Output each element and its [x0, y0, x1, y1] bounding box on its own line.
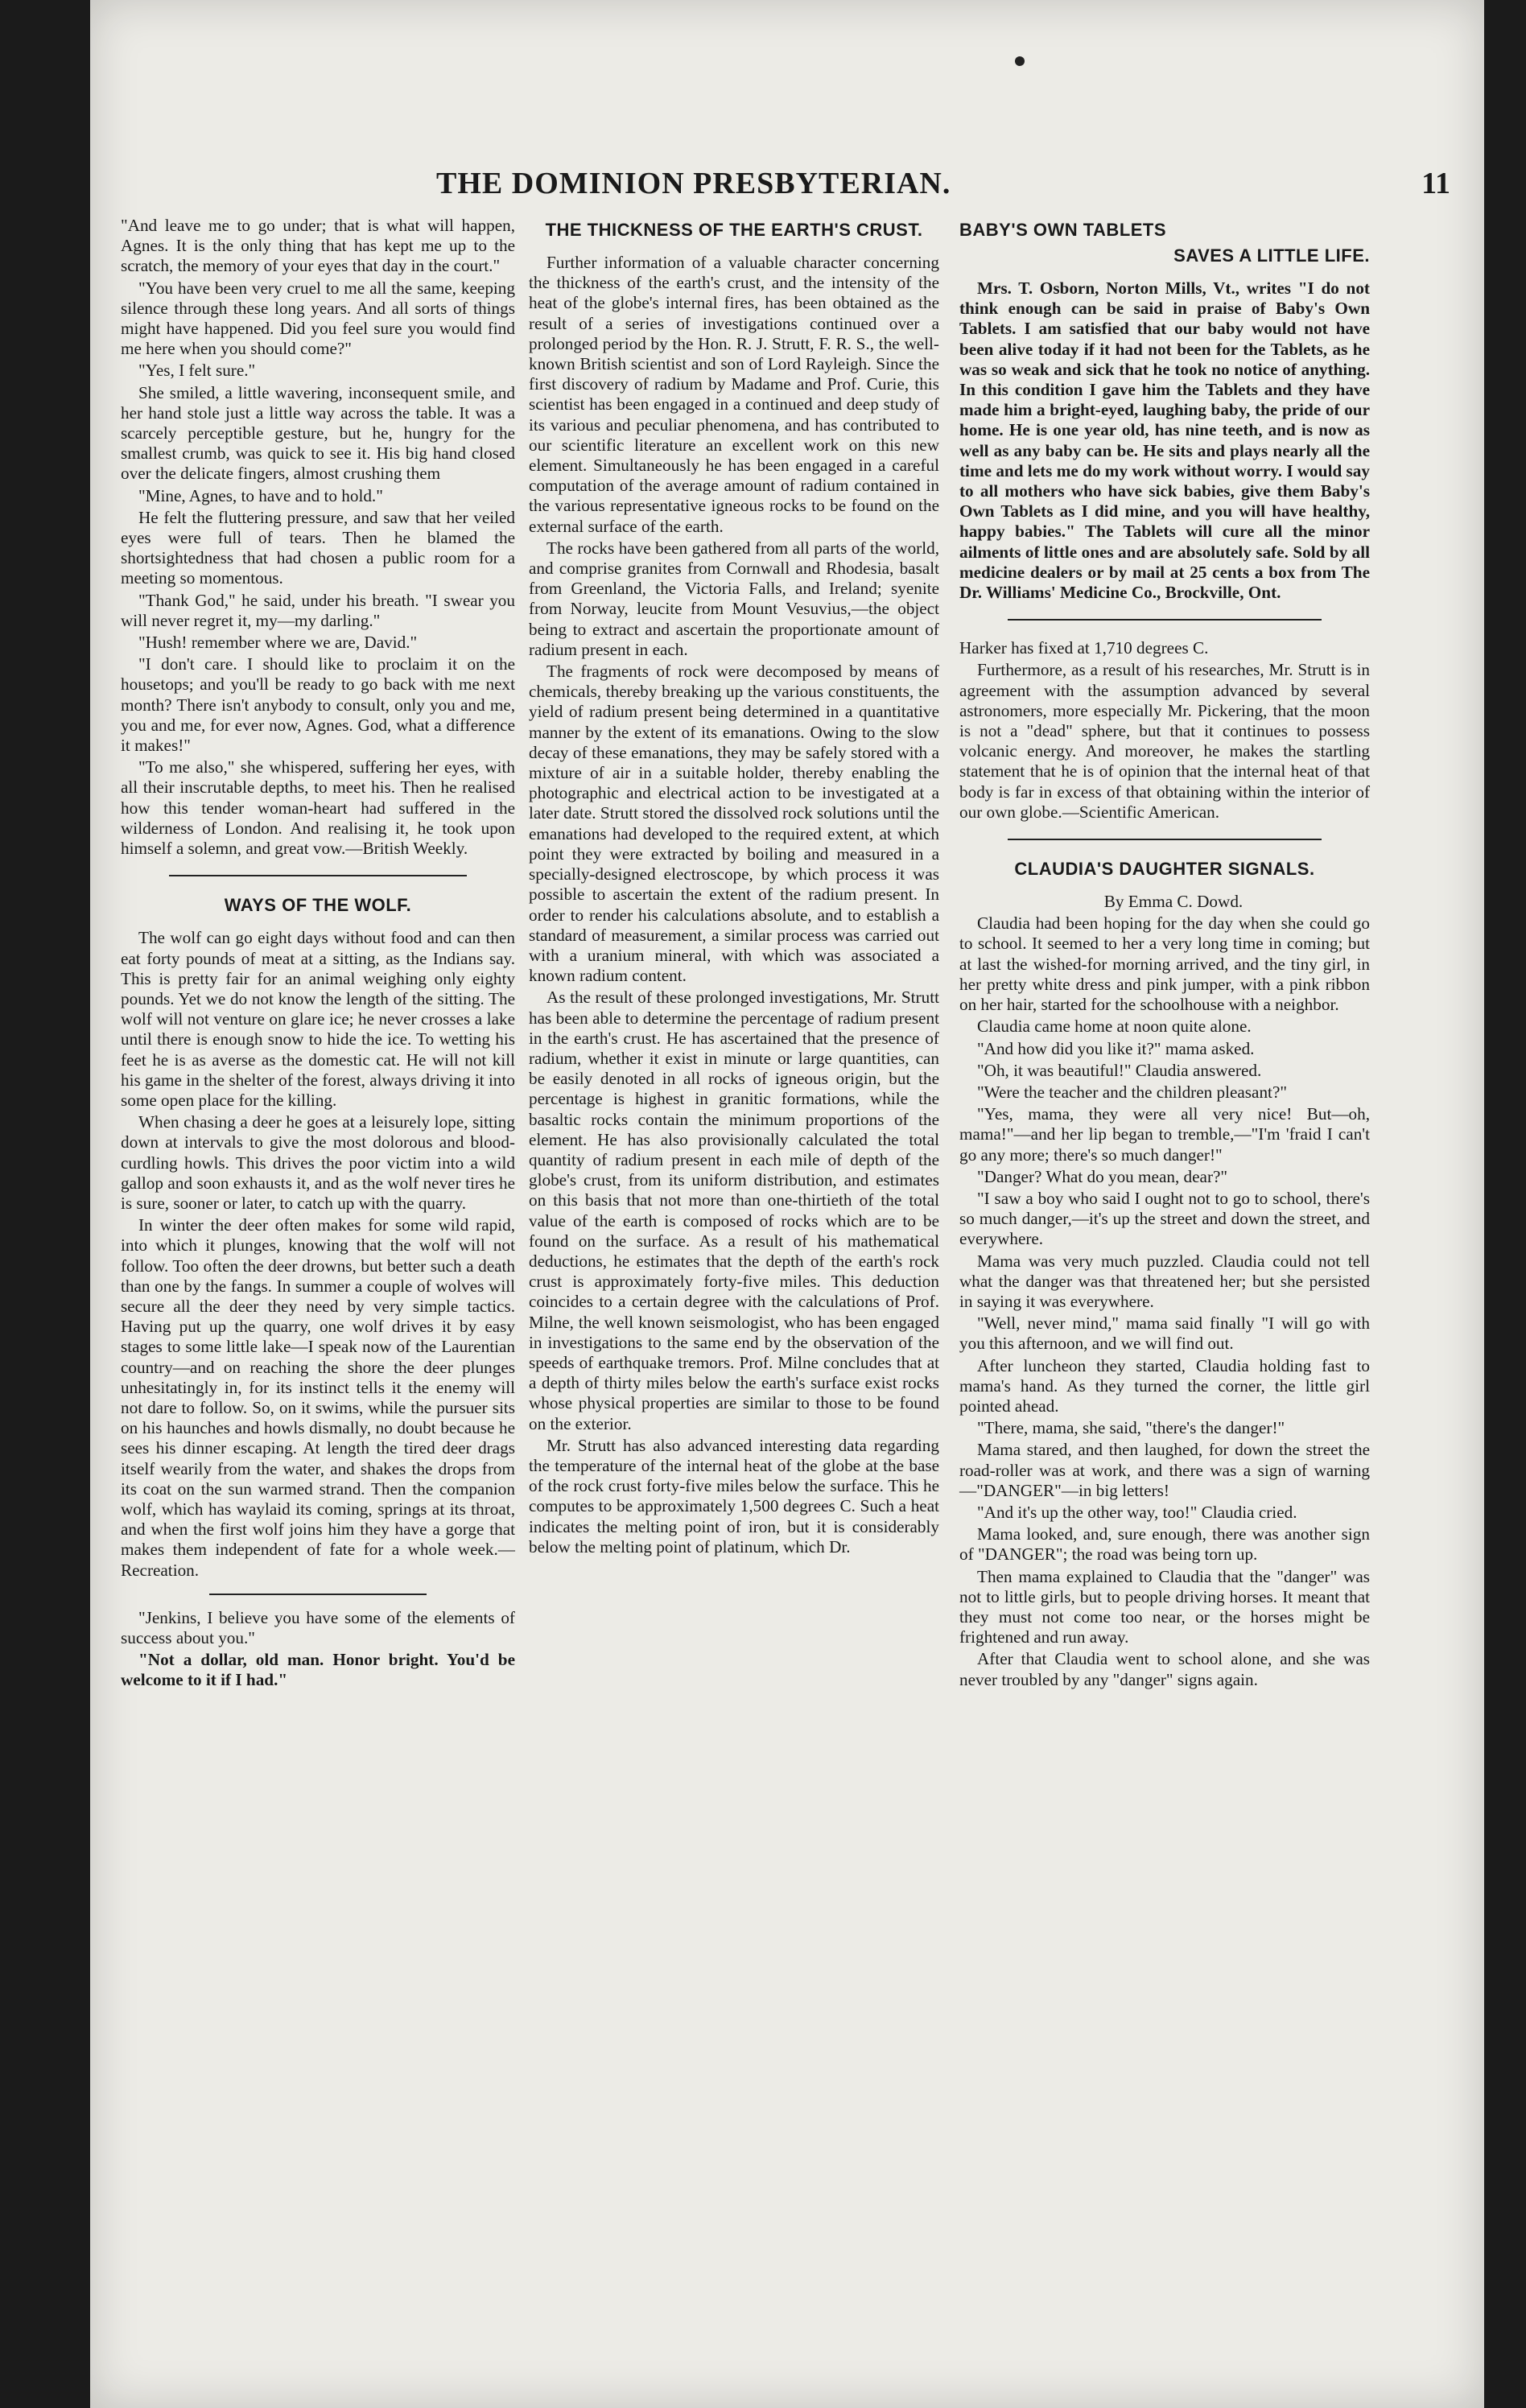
newspaper-page [90, 0, 1484, 2408]
paragraph: Then mama explained to Claudia that the "danger" was not to little girls, but to people driving horses. It meant that they must not come too near, or the horses might be frightened and run away. [959, 1566, 1370, 1647]
paragraph: "I saw a boy who said I ought not to go to school, there's so much danger,—it's up the street and down the street, and everywhere. [959, 1188, 1370, 1249]
paragraph: "You have been very cruel to me all the same, keeping silence through these long years. And all sorts of things might have happened. Did you feel sure you would find me here when you should come?" [121, 278, 515, 359]
paragraph: Mama looked, and, sure enough, there was another sign of "DANGER"; the road was being torn up. [959, 1524, 1370, 1565]
article-heading-claudia: CLAUDIA'S DAUGHTER SIGNALS. [1014, 859, 1315, 880]
section-divider [169, 875, 467, 876]
column-middle [529, 216, 939, 1559]
ad-text: Mrs. T. Osborn, Norton Mills, Vt., writes "I do not think enough can be said in praise of Baby's Own Tablets. I am satisfied that our baby would not have been alive today if it had not been for the Tablets, as he was so weak and sick that he took no notice of anything. In this condition I gave him the Tablets and they have made him a bright-eyed, laughing baby, the pride of our home. He is one year old, has nine teeth, and is now as well as any baby can be. He sits and plays nearly all the time and lets me do my work without worry. I would say to all mothers who have sick babies, give them Baby's Own Tablets as I did mine, and you will have healthy, happy babies." The Tablets will cure all the minor ailments of little ones and are absolutely safe. Sold by all medicine dealers or by mail at 25 cents a box from The Dr. Williams' Medicine Co., Brockville, Ont. [959, 278, 1370, 603]
paragraph: "Jenkins, I believe you have some of the elements of success about you." [121, 1607, 515, 1647]
paragraph: He felt the fluttering pressure, and saw that her veiled eyes were full of tears. Then he blamed the shortsightedness that had chosen a public room for a meeting so momentous. [121, 507, 515, 588]
paragraph: She smiled, a little wavering, inconsequent smile, and her hand stole just a little way across the table. It was a scarcely perceptible gesture, but he, hungry for the smallest crumb, was quick to see it. His big hand closed over the delicate fingers, almost crushing them [121, 382, 515, 484]
page-number: 11 [1421, 167, 1450, 200]
ad-heading: BABY'S OWN TABLETS [959, 220, 1167, 240]
page-header [90, 166, 1484, 198]
paragraph: "Hush! remember where we are, David." [138, 633, 418, 653]
paragraph: "Oh, it was beautiful!" Claudia answered. [977, 1060, 1262, 1080]
paragraph: The rocks have been gathered from all parts of the world, and comprise granites from Cornwall and Rhodesia, basalt from Greenland, the Victoria Falls, and Ireland; syenite from Norway, leucite from Mount Vesuvius,—the object being to extract and ascertain the proportionate amount of radium present in each. [529, 538, 939, 659]
story-continuation [121, 216, 515, 859]
article-crust [529, 253, 939, 1557]
joke-snippet [121, 1608, 515, 1691]
paragraph: "Thank God," he said, under his breath. "I swear you will never regret it, my—my darling." [121, 590, 515, 630]
paragraph: As the result of these prolonged investigations, Mr. Strutt has been able to determine the percentage of radium present in the earth's crust. He has ascertained that the presence of radium, whether it exist in minute or large quantities, can be easily denoted in all rocks of igneous origin, but the percentage is highest in granitic formations, while the basaltic rocks contain the minimum proportions of the element. He has also provisionally calculated the total quantity of radium present in each mile of depth of the globe's crust, from its uniform distribution, and estimates on this basis that not more than one-thirtieth of the total value of the earth is composed of rocks which are to be found on the surface. As a result of his mathematical deductions, he estimates that the depth of the earth's rock crust is approximately forty-five miles. This deduction coincides to a certain degree with the calculations of Prof. Milne, the well known seismologist, who has been engaged in investigations to the same end by the observation of the speeds of earthquake tremors. Prof. Milne concludes that at a depth of thirty miles below the earth's surface exist rocks whose physical properties are similar to those to be found on the exterior. [529, 988, 939, 1433]
paragraph: Further information of a valuable character concerning the thickness of the earth's crust, and the intensity of the heat of the globe's internal fires, has been obtained as the result of a series of investigations continued over a prolonged period by the Hon. R. J. Strutt, F. R. S., the well-known British scientist and son of Lord Rayleigh. Since the first discovery of radium by Madame and Prof. Curie, this scientist has been engaged in a continued and deep study of its various and peculiar phenomena, and has contributed to our scientific literature an excellent work on this new element. Simultaneously he has been engaged in a careful computation of the average amount of radium contained in the various representative igneous rocks to be found on the external surface of the earth. [529, 253, 939, 536]
paragraph: "Were the teacher and the children pleasant?" [977, 1082, 1287, 1102]
article-heading-crust: THE THICKNESS OF THE EARTH'S CRUST. [545, 220, 923, 240]
paragraph: Harker has fixed at 1,710 degrees C. [959, 638, 1209, 658]
paragraph: "Yes, mama, they were all very nice! But—oh, mama!"—and her lip began to tremble,—"I'm 'fraid I can't go any more; there's so much danger!" [959, 1104, 1370, 1165]
paragraph: After luncheon they started, Claudia holding fast to mama's hand. As they turned the corner, the little girl pointed ahead. [959, 1355, 1370, 1416]
advertisement-babys-own-tablets [959, 219, 1370, 603]
byline: By Emma C. Dowd. [1103, 892, 1243, 912]
article-claudia [959, 913, 1370, 1690]
paragraph: In winter the deer often makes for some wild rapid, into which it plunges, knowing that the wolf will not follow. Too often the deer drowns, but better such a death than one by the fangs. In summer a couple of wolves will secure all the deer they need by very simple tactics. Having put up the quarry, one wolf drives it by easy stages to some little lake—I speak now of the Laurentian country—and on reaching the shore the deer plunges unhesitatingly in, for its instinct tells it the enemy will not dare to follow. So, on it swims, while the pursuer sits on his haunches and howls dismally, no doubt because he sees his dinner escaping. At length the tired deer drags itself wearily from the water, and shakes the drops from its coat on the sun warmed strand. Then the companion wolf, which has waylaid its coming, springs at its throat, and when the first wolf joins him they have a gorge that makes them independent of fate for a whole week.—Recreation. [121, 1215, 515, 1580]
paragraph: "Well, never mind," mama said finally "I will go with you this afternoon, and we will find out. [959, 1313, 1370, 1354]
column-right [959, 216, 1370, 1692]
paragraph: The wolf can go eight days without food and can then eat forty pounds of meat at a sitting, as the Indians say. This is pretty fair for an animal weighing only eighty pounds. Yet we do not know the length of the sitting. The wolf will not venture on glare ice; he never crosses a lake until there is enough snow to hide the ice. To wetting his feet he is as averse as the domestic cat. He will not kill his game in the shelter of the forest, always driving it into some open place for the killing. [121, 928, 515, 1110]
article-crust-continued [959, 638, 1370, 823]
page-title: THE DOMINION PRESBYTERIAN. [436, 167, 951, 200]
paragraph: "Danger? What do you mean, dear?" [977, 1166, 1228, 1186]
paragraph: When chasing a deer he goes at a leisurely lope, sitting down at intervals to give the most dolorous and blood-curdling howls. This drives the poor victim into a wild gallop and soon exhausts it, and as the wolf never tires he is sure, sooner or later, to catch up with the quarry. [121, 1112, 515, 1213]
paragraph: Claudia had been hoping for the day when she could go to school. It seemed to her a very long time in coming; but at last the wished-for morning arrived, and the tiny girl, in her pretty white dress and pink jumper, with a pink ribbon on her hair, started for the schoolhouse with a neighbor. [959, 913, 1370, 1015]
section-divider [209, 1594, 427, 1595]
paragraph: "There, mama, she said, "there's the danger!" [977, 1418, 1285, 1438]
paragraph: "I don't care. I should like to proclaim it on the housetops; and you'll be ready to go back with me next month? There isn't anybody to consult, only you and me, you and me, for ever now, Agnes. God, what a difference it makes!" [121, 654, 515, 756]
paragraph: Mr. Strutt has also advanced interesting data regarding the temperature of the internal heat of the globe at the base of the rock crust forty-five miles below the surface. This he computes to be approximately 1,500 degrees C. Such a heat indicates the melting point of iron, but it is considerably below the melting point of platinum, which Dr. [529, 1435, 939, 1557]
paragraph: "Not a dollar, old man. Honor bright. You'd be welcome to it if I had." [121, 1650, 515, 1690]
article-wolf [121, 928, 515, 1581]
column-left [121, 216, 515, 1693]
article-heading-wolf: WAYS OF THE WOLF. [224, 895, 412, 916]
paragraph: The fragments of rock were decomposed by means of chemicals, thereby breaking up the various constituents, the yield of radium present being determined in a quantitative manner by the extent of its emanations. Owing to the slow decay of these emanations, they may be safely stored with a mixture of air in a suitable holder, thereby enabling the photographic and electrical action to be investigated at a later date. Strutt stored the dissolved rock solutions until the emanations had developed to the required extent, at which point they were extracted by boiling and measured in a specially-designed electroscope, by which process it was possible to ascertain the extent of the radium present. In order to render his calculations absolute, and to establish a standard of measurement, a similar process was carried out with a uranium mineral, with which was associated a known radium content. [529, 662, 939, 986]
paragraph: "And leave me to go under; that is what will happen, Agnes. It is the only thing that has kept me up to the scratch, the memory of your eyes that day in the court." [121, 216, 515, 276]
paragraph: Furthermore, as a result of his researches, Mr. Strutt is in agreement with the assumption advanced by several astronomers, more especially Mr. Pickering, that the moon is not a "dead" sphere, but that it continues to possess volcanic energy. And moreover, he makes the startling statement that he is of opinion that the internal heat of that body is far in excess of that obtaining within the interior of our own globe.—Scientific American. [959, 660, 1370, 822]
ink-speck [1015, 56, 1025, 66]
paragraph: Mama was very much puzzled. Claudia could not tell what the danger was that threatened her; but she persisted in saying it was everywhere. [959, 1251, 1370, 1311]
paragraph: After that Claudia went to school alone, and she was never troubled by any "danger" signs again. [959, 1649, 1370, 1689]
paragraph: "And how did you like it?" mama asked. [977, 1038, 1255, 1058]
ad-subheading: SAVES A LITTLE LIFE. [1173, 245, 1370, 266]
paragraph: "To me also," she whispered, suffering her eyes, with all their inscrutable depths, to meet his. Then he realised how this tender woman-heart had suffered in the wilderness of London. And realising it, he took upon himself a solemn, and great vow.—British Weekly. [121, 757, 515, 859]
paragraph: Claudia came home at noon quite alone. [977, 1016, 1252, 1037]
paragraph: "And it's up the other way, too!" Claudia cried. [977, 1502, 1297, 1522]
section-divider [1008, 839, 1322, 840]
section-divider [1008, 619, 1322, 621]
paragraph: "Mine, Agnes, to have and to hold." [138, 485, 383, 505]
paragraph: Mama stared, and then laughed, for down the street the road-roller was at work, and there was a sign of warning —"DANGER"—in big letters! [959, 1440, 1370, 1500]
paragraph: "Yes, I felt sure." [138, 361, 256, 381]
